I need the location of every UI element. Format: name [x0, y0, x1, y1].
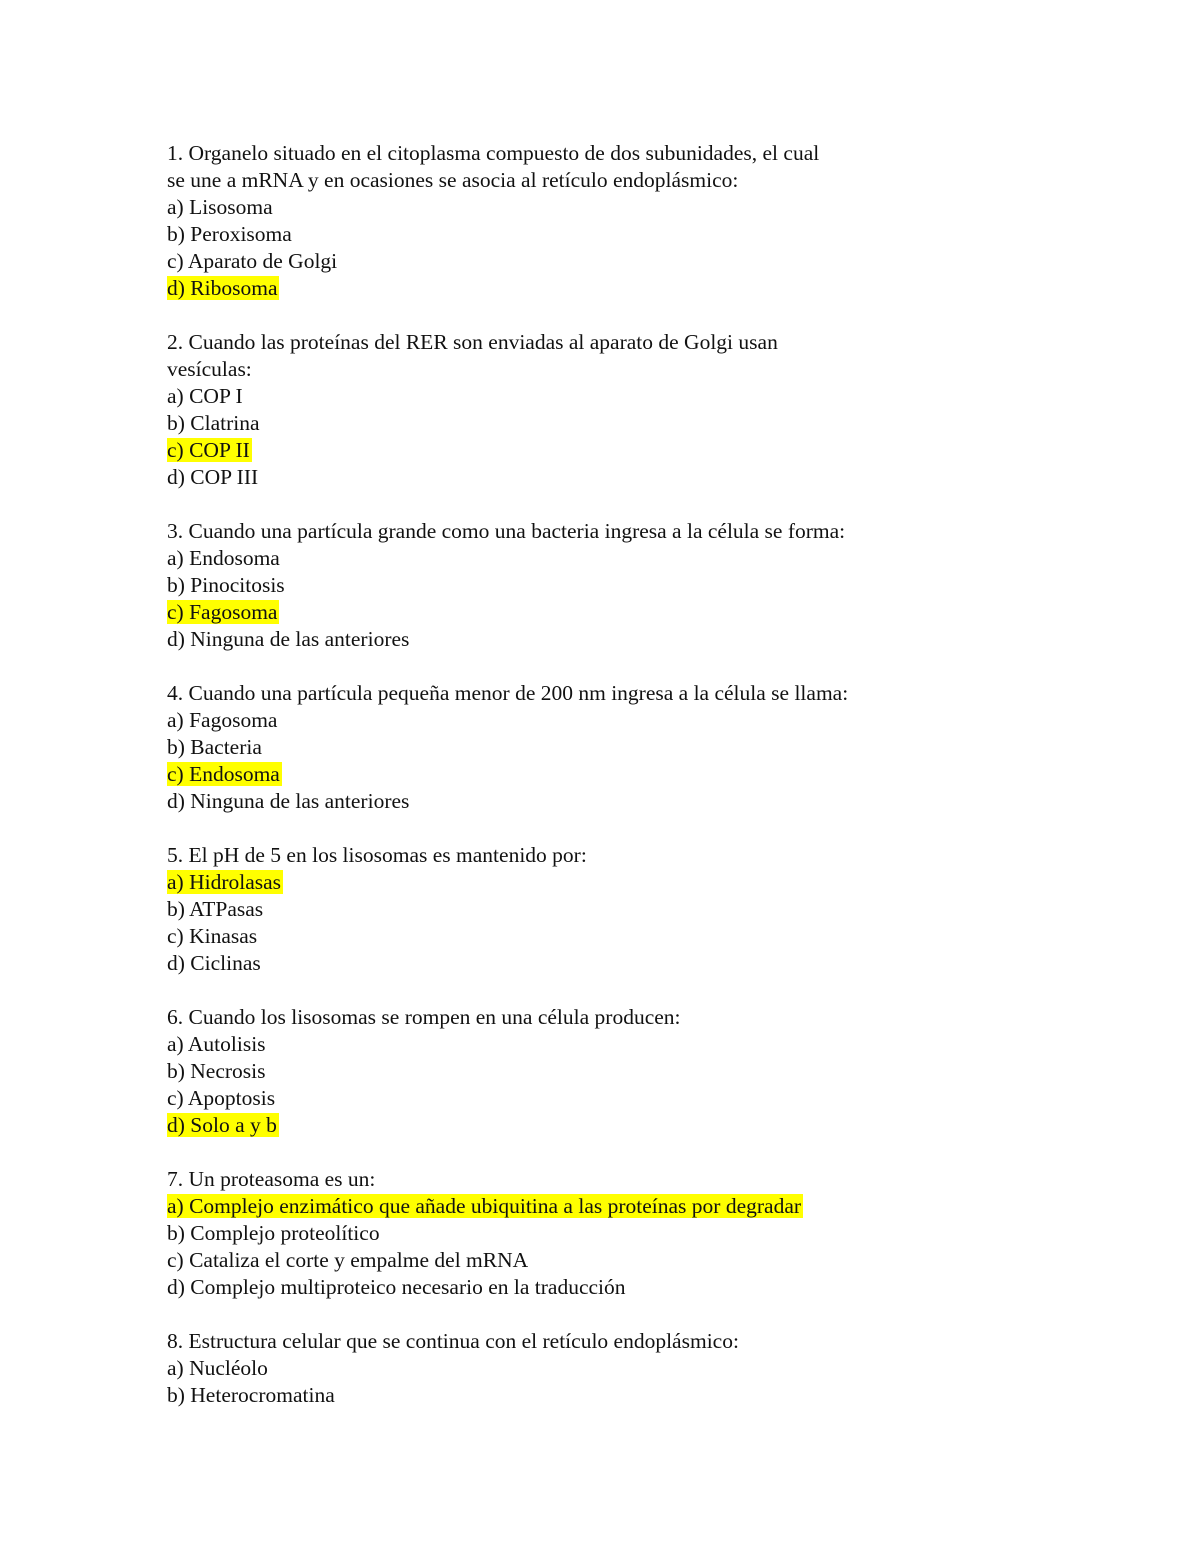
highlighted-answer: c) Fagosoma — [167, 600, 278, 624]
question-5 — [167, 842, 1147, 977]
highlighted-answer: c) COP II — [167, 438, 250, 462]
question-7 — [167, 1166, 1147, 1301]
question-stem: 6. Cuando los lisosomas se rompen en una célula producen: — [167, 1005, 681, 1029]
answer-option: c) Aparato de Golgi — [167, 249, 338, 273]
answer-option: a) Lisosoma — [167, 195, 273, 219]
question-8 — [167, 1328, 1147, 1409]
answer-option: d) COP III — [167, 465, 259, 489]
answer-option: b) Pinocitosis — [167, 573, 285, 597]
answer-option: b) Necrosis — [167, 1059, 266, 1083]
question-1 — [167, 140, 1147, 302]
answer-option: a) Fagosoma — [167, 708, 278, 732]
question-stem: 3. Cuando una partícula grande como una bacteria ingresa a la célula se forma: — [167, 519, 846, 543]
question-stem: 2. Cuando las proteínas del RER son enviadas al aparato de Golgi usan — [167, 330, 778, 354]
question-stem: 5. El pH de 5 en los lisosomas es mantenido por: — [167, 843, 587, 867]
answer-option-correct — [167, 1193, 1147, 1220]
answer-option: a) Nucléolo — [167, 1356, 268, 1380]
highlighted-answer: a) Hidrolasas — [167, 870, 282, 894]
question-stem: 1. Organelo situado en el citoplasma compuesto de dos subunidades, el cual — [167, 141, 820, 165]
question-3 — [167, 518, 1147, 653]
answer-option: c) Cataliza el corte y empalme del mRNA — [167, 1248, 529, 1272]
answer-option-correct — [167, 599, 1147, 626]
answer-option: b) Complejo proteolítico — [167, 1221, 380, 1245]
question-stem: se une a mRNA y en ocasiones se asocia al retículo endoplásmico: — [167, 168, 739, 192]
answer-option-correct — [167, 761, 1147, 788]
answer-option-correct — [167, 437, 1147, 464]
question-stem: 4. Cuando una partícula pequeña menor de 200 nm ingresa a la célula se llama: — [167, 681, 849, 705]
highlighted-answer: c) Endosoma — [167, 762, 280, 786]
answer-option-correct — [167, 869, 1147, 896]
document-page — [167, 140, 1147, 1409]
answer-option: c) Kinasas — [167, 924, 258, 948]
answer-option-correct — [167, 275, 1147, 302]
answer-option: d) Ninguna de las anteriores — [167, 627, 410, 651]
highlighted-answer: d) Ribosoma — [167, 276, 278, 300]
answer-option: d) Ciclinas — [167, 951, 261, 975]
answer-option: b) Clatrina — [167, 411, 260, 435]
answer-option: b) Bacteria — [167, 735, 262, 759]
answer-option: b) Peroxisoma — [167, 222, 292, 246]
question-stem: 7. Un proteasoma es un: — [167, 1167, 376, 1191]
answer-option: b) Heterocromatina — [167, 1383, 335, 1407]
question-stem: 8. Estructura celular que se continua con el retículo endoplásmico: — [167, 1329, 739, 1353]
answer-option: d) Complejo multiproteico necesario en la traducción — [167, 1275, 626, 1299]
question-2 — [167, 329, 1147, 491]
question-4 — [167, 680, 1147, 815]
answer-option-correct — [167, 1112, 1147, 1139]
question-6 — [167, 1004, 1147, 1139]
answer-option: b) ATPasas — [167, 897, 264, 921]
highlighted-answer: d) Solo a y b — [167, 1113, 277, 1137]
highlighted-answer: a) Complejo enzimático que añade ubiquitina a las proteínas por degradar — [167, 1194, 802, 1218]
answer-option: d) Ninguna de las anteriores — [167, 789, 410, 813]
answer-option: a) COP I — [167, 384, 243, 408]
question-stem: vesículas: — [167, 357, 252, 381]
answer-option: c) Apoptosis — [167, 1086, 276, 1110]
answer-option: a) Autolisis — [167, 1032, 266, 1056]
answer-option: a) Endosoma — [167, 546, 280, 570]
